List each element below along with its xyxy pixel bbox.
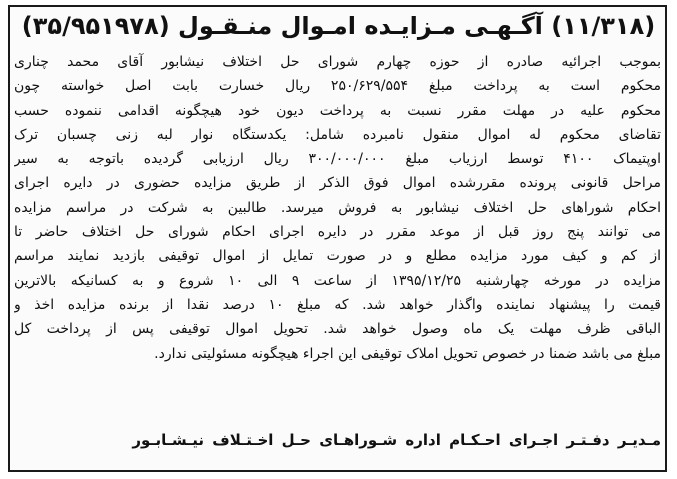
notice-signature: مـدیـر دفـتـر اجـرای احـکـام اداره شـوراهـای حـل اخـتـلاف نیـشـابـور [132,431,661,449]
notice-line: اوپتیماک ۴۱۰۰ توسط ارزیاب مبلغ ۳۰۰/۰۰۰/۰۰۰ ریال ارزیابی گردیده باتوجه به سیر [14,151,661,168]
notice-body [14,50,661,366]
notice-line: می توانند پنج روز قبل از موعد مقرر در دایره اجرای احکام شورای حل اختلاف حاضر تا [14,224,661,241]
notice-line: مزایده در مورخه چهارشنبه ۱۳۹۵/۱۲/۲۵ از ساعت ۹ الی ۱۰ شروع و به کسانیکه بالاترین [14,272,661,289]
notice-line: محکوم علیه در مهلت مقرر نسبت به پرداخت دیون خود هیچگونه اقدامی ننموده حسب [14,102,661,119]
notice-line: از کم و کیف مورد مزایده مطلع و در صورت تمایل از اموال توقیفی بازدید نمایند مراسم [14,248,661,265]
notice-title: (۱۱/۳۱۸) آگـهـی مـزایـده امـوال منـقـول (۳۵/۹۵۱۹۷۸) [21,12,656,40]
notice-line: قیمت را پیشنهاد نماینده واگذار خواهد شد. که مبلغ ۱۰ درصد نقدا از برنده مزایده اخذ و [14,296,661,313]
notice-line: تقاضای محکوم له اموال منقول نامبرده شامل: یکدستگاه نوار لبه زنی چسبان ترک [14,126,661,143]
notice-line: الباقی ظرف مهلت یک ماه وصول خواهد شد. تحویل اموال توقیفی پس از پرداخت کل [14,321,661,338]
notice-line-last: مبلغ می باشد ضمنا در خصوص تحویل املاک توقیفی این اجراء هیچگونه مسئولیتی ندارد. [154,345,661,362]
notice-line: احکام شوراهای حل اختلاف نیشابور به فروش میرسد. طالبین به شرکت در مراسم مزایده [14,199,661,216]
notice-line: بموجب اجرائیه صادره از حوزه چهارم شورای حل اختلاف نیشابور آقای محمد چناری [14,54,661,70]
notice-line: مراحل قانونی پرونده مقررشده اموال فوق الذکر از طریق مزایده حضوری در دایره اجرای [14,175,661,192]
notice-line: محکوم است به پرداخت مبلغ ۲۵۰/۶۲۹/۵۵۴ ریال خسارت بابت اصل خواسته چون [14,78,661,95]
